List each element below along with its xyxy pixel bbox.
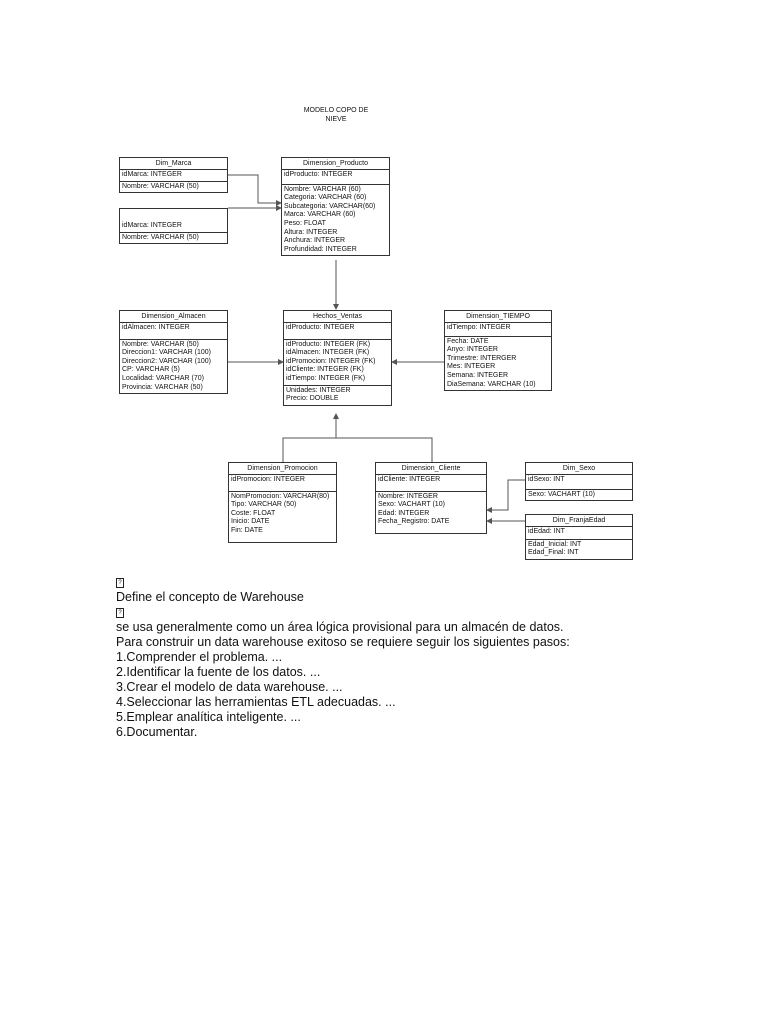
entity-dimension-almacen xyxy=(119,310,228,394)
entity-measure-section xyxy=(284,386,391,405)
entity-field: Fecha: DATE xyxy=(447,337,489,345)
entity-field: idAlmacen: INTEGER xyxy=(122,324,190,331)
entity-title: Dimension_Promocion xyxy=(229,463,336,475)
entity-field: Categoria: VARCHAR (60) xyxy=(284,194,367,202)
entity-key-section xyxy=(526,475,632,490)
step-item: 4.Seleccionar las herramientas ETL adecuadas. ... xyxy=(116,695,396,709)
entity-key-section xyxy=(120,221,227,233)
entity-key-section xyxy=(284,323,391,340)
entity-field: Provincia: VARCHAR (50) xyxy=(122,383,203,391)
entity-attr-section xyxy=(526,540,632,559)
entity-dimension-tiempo xyxy=(444,310,552,391)
entity-field: NomPromocion: VARCHAR(80) xyxy=(231,492,330,500)
entity-attr-section xyxy=(376,492,486,533)
entity-field: Marca: VARCHAR (60) xyxy=(284,211,356,219)
entity-field: idProducto: INTEGER xyxy=(284,171,353,178)
entity-attr-section xyxy=(229,492,336,542)
entity-field: idCliente: INTEGER xyxy=(378,476,441,483)
entity-field: Tipo: VARCHAR (50) xyxy=(231,501,297,509)
entity-attr-section xyxy=(120,340,227,394)
link-sexo-cliente xyxy=(487,480,525,510)
entity-title: Dimension_Producto xyxy=(282,158,389,170)
missing-glyph-line xyxy=(116,575,676,590)
entity-field: CP: VARCHAR (5) xyxy=(122,366,180,374)
link-cliente-ventas xyxy=(336,438,432,462)
entity-field: Direccion2: VARCHAR (100) xyxy=(122,357,211,365)
entity-field: Unidades: INTEGER xyxy=(286,386,351,394)
entity-field: Anchura: INTEGER xyxy=(284,237,346,245)
entity-hechos-ventas xyxy=(283,310,392,406)
step-item: 6.Documentar. xyxy=(116,725,198,739)
entity-dimension-producto xyxy=(281,157,390,256)
entity-attr-section xyxy=(526,490,632,501)
entity-field: Inicio: DATE xyxy=(231,518,270,526)
entity-title: Dim_Sexo xyxy=(526,463,632,475)
entity-key-section xyxy=(120,170,227,182)
link-promocion-ventas xyxy=(283,414,336,462)
entity-field: Edad_Final: INT xyxy=(528,549,579,557)
entity-dimension-cliente xyxy=(375,462,487,534)
entity-field: Edad_Inicial: INT xyxy=(528,540,582,548)
missing-glyph-line xyxy=(116,605,676,620)
entity-dim-sexo xyxy=(525,462,633,501)
entity-field: Nombre: VARCHAR (50) xyxy=(122,233,199,241)
entity-field: idTiempo: INTEGER xyxy=(447,324,511,331)
entity-field: Localidad: VARCHAR (70) xyxy=(122,374,204,382)
entity-field: Fin: DATE xyxy=(231,526,263,534)
entity-field: idProducto: INTEGER xyxy=(286,324,355,331)
entity-key-section xyxy=(445,323,551,337)
entity-field: Mes: INTEGER xyxy=(447,363,496,371)
entity-field: idEdad: INT xyxy=(528,528,565,535)
entity-field: idPromocion: INTEGER (FK) xyxy=(286,357,376,365)
step-item: 2.Identificar la fuente de los datos. ... xyxy=(116,665,321,679)
entity-key-section xyxy=(120,323,227,340)
entity-field: Peso: FLOAT xyxy=(284,219,326,227)
entity-field: Semana: INTEGER xyxy=(447,371,509,379)
entity-field: Sexo: VACHART (10) xyxy=(378,501,445,509)
entity-key-section xyxy=(526,527,632,540)
entity-title: Dimension_Cliente xyxy=(376,463,486,475)
entity-dim-franja-edad xyxy=(525,514,633,560)
entity-dim-marca-2 xyxy=(119,208,228,244)
entity-field: Nombre: VARCHAR (50) xyxy=(122,340,199,348)
entity-field: idProducto: INTEGER (FK) xyxy=(286,340,371,348)
entity-field: idTiempo: INTEGER (FK) xyxy=(286,374,366,382)
entity-field: Profundidad: INTEGER xyxy=(284,245,357,253)
entity-title: Dimension_TIEMPO xyxy=(445,311,551,323)
question-text: Define el concepto de Warehouse xyxy=(116,590,304,604)
entity-title: Dim_FranjaEdad xyxy=(526,515,632,527)
entity-field: idPromocion: INTEGER xyxy=(231,476,305,483)
entity-field: Direccion1: VARCHAR (100) xyxy=(122,349,211,357)
entity-field: Nombre: VARCHAR (60) xyxy=(284,185,361,193)
entity-field: DiaSemana: VARCHAR (10) xyxy=(447,380,536,388)
entity-field: Edad: INTEGER xyxy=(378,509,430,517)
entity-title: Hechos_Ventas xyxy=(284,311,391,323)
entity-field: Sexo: VACHART (10) xyxy=(528,490,595,498)
entity-dimension-promocion xyxy=(228,462,337,543)
entity-key-section xyxy=(282,170,389,185)
link-marca-producto xyxy=(228,175,281,203)
document-body xyxy=(116,575,676,740)
entity-field: Nombre: VARCHAR (50) xyxy=(122,182,199,190)
entity-dim-marca xyxy=(119,157,228,193)
entity-field: Precio: DOUBLE xyxy=(286,395,339,403)
entity-field: idAlmacen: INTEGER (FK) xyxy=(286,349,370,357)
step-item: 5.Emplear analítica inteligente. ... xyxy=(116,710,301,724)
entity-field: Altura: INTEGER xyxy=(284,228,338,236)
answer-intro-text: se usa generalmente como un área lógica provisional para un almacén de datos. xyxy=(116,620,564,634)
entity-key-section xyxy=(229,475,336,492)
entity-field: idCliente: INTEGER (FK) xyxy=(286,366,364,374)
step-item: 1.Comprender el problema. ... xyxy=(116,650,283,664)
entity-field: Coste: FLOAT xyxy=(231,509,276,517)
entity-key-section xyxy=(376,475,486,492)
entity-attr-section xyxy=(120,182,227,193)
steps-intro-text: Para construir un data warehouse exitoso se requiere seguir los siguientes pasos: xyxy=(116,635,570,649)
missing-glyph-icon: ? xyxy=(116,608,124,618)
entity-title: Dim_Marca xyxy=(120,158,227,170)
entity-field: Anyo: INTEGER xyxy=(447,346,498,354)
entity-title: Dimension_Almacen xyxy=(120,311,227,323)
entity-field: idSexo: INT xyxy=(528,476,565,483)
missing-glyph-icon: ? xyxy=(116,578,124,588)
entity-field: Trimestre: INTERGER xyxy=(447,354,517,362)
entity-field: idMarca: INTEGER xyxy=(122,171,182,178)
step-item: 3.Crear el modelo de data warehouse. ... xyxy=(116,680,343,694)
entity-field: Subcategoria: VARCHAR(60) xyxy=(284,202,376,210)
entity-field: idMarca: INTEGER xyxy=(122,222,182,229)
entity-field: Fecha_Registro: DATE xyxy=(378,518,450,526)
entity-field: Nombre: INTEGER xyxy=(378,492,438,500)
entity-attr-section xyxy=(445,337,551,391)
entity-attr-section xyxy=(120,233,227,244)
diagram-title: MODELO COPO DE NIEVE xyxy=(303,107,369,123)
entity-attr-section xyxy=(282,185,389,256)
entity-fk-section xyxy=(284,340,391,386)
